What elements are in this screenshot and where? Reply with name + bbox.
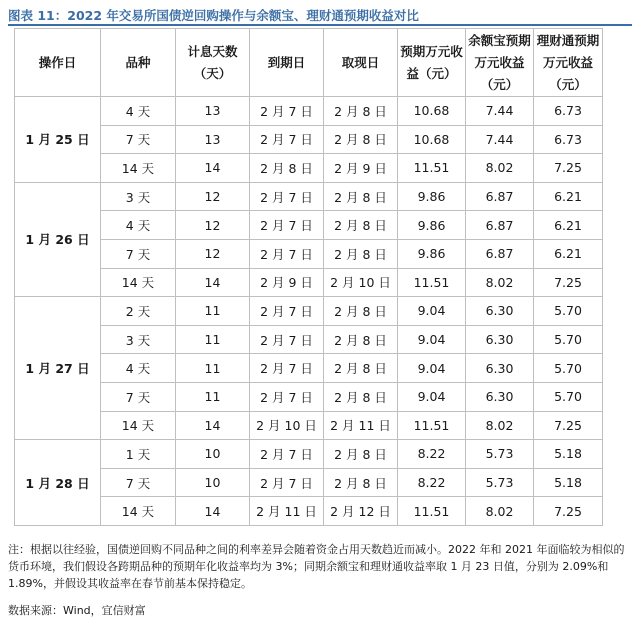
table-cell: 6.30 [466,297,534,326]
table-cell: 5.18 [534,468,603,497]
table-cell: 5.70 [534,325,603,354]
table-cell: 2 月 9 日 [250,268,324,297]
table-cell: 9.04 [398,382,466,411]
table-cell: 5.73 [466,440,534,469]
column-header: 预期万元收益（元） [398,29,466,97]
table-cell: 5.18 [534,440,603,469]
column-header: 理财通预期万元收益（元） [534,29,603,97]
table-cell: 14 天 [101,497,176,526]
table-cell: 11.51 [398,411,466,440]
table-cell: 2 月 7 日 [250,440,324,469]
table-cell: 9.86 [398,182,466,211]
table-row [15,468,603,497]
table-cell: 5.73 [466,468,534,497]
table-cell: 2 月 7 日 [250,297,324,326]
table-cell: 12 [176,182,250,211]
table-cell: 2 月 10 日 [250,411,324,440]
operation-day-cell: 1 月 26 日 [15,182,101,296]
table-cell: 2 月 11 日 [324,411,398,440]
table-cell: 9.04 [398,297,466,326]
table-cell: 14 天 [101,268,176,297]
table-cell: 7 天 [101,382,176,411]
table-cell: 6.30 [466,354,534,383]
table-cell: 9.86 [398,239,466,268]
table-cell: 11 [176,354,250,383]
table-cell: 10.68 [398,97,466,126]
table-cell: 2 月 7 日 [250,382,324,411]
table-row [15,182,603,211]
table-cell: 2 月 7 日 [250,325,324,354]
table-cell: 7 天 [101,125,176,154]
table-cell: 8.02 [466,154,534,183]
title-rule [8,24,632,26]
table-cell: 11 [176,382,250,411]
table-row [15,154,603,183]
table-cell: 14 [176,411,250,440]
table-cell: 2 月 8 日 [324,440,398,469]
table-cell: 2 月 7 日 [250,239,324,268]
table-cell: 2 月 9 日 [324,154,398,183]
table-cell: 2 月 8 日 [324,382,398,411]
comparison-table [14,28,603,526]
table-cell: 2 月 12 日 [324,497,398,526]
table-cell: 6.73 [534,125,603,154]
table-cell: 8.02 [466,268,534,297]
table-cell: 2 月 7 日 [250,182,324,211]
table-cell: 11 [176,297,250,326]
table-cell: 6.73 [534,97,603,126]
table-row [15,211,603,240]
table-cell: 14 [176,268,250,297]
table-row [15,325,603,354]
header-row [15,29,603,97]
table-row [15,297,603,326]
column-header: 品种 [101,29,176,97]
table-row [15,239,603,268]
table-cell: 11 [176,325,250,354]
table-cell: 2 月 8 日 [324,97,398,126]
table-cell: 10 [176,440,250,469]
table-row [15,97,603,126]
table-cell: 14 天 [101,154,176,183]
column-header: 到期日 [250,29,324,97]
table-cell: 7.25 [534,497,603,526]
table-row [15,497,603,526]
table-cell: 2 月 7 日 [250,468,324,497]
table-row [15,440,603,469]
table-cell: 4 天 [101,211,176,240]
table-cell: 2 月 7 日 [250,125,324,154]
table-cell: 5.70 [534,354,603,383]
table-cell: 2 月 8 日 [324,211,398,240]
column-header: 余额宝预期万元收益（元） [466,29,534,97]
table-cell: 5.70 [534,297,603,326]
table-cell: 2 月 8 日 [324,239,398,268]
table-cell: 12 [176,211,250,240]
table-cell: 6.87 [466,182,534,211]
table-cell: 7.25 [534,411,603,440]
operation-day-cell: 1 月 28 日 [15,440,101,526]
table-cell: 8.22 [398,468,466,497]
table-cell: 8.02 [466,497,534,526]
table-cell: 3 天 [101,325,176,354]
table-cell: 2 月 11 日 [250,497,324,526]
table-cell: 2 月 8 日 [324,325,398,354]
table-cell: 6.21 [534,211,603,240]
table-row [15,411,603,440]
table-cell: 2 天 [101,297,176,326]
table-cell: 6.21 [534,182,603,211]
table-row [15,382,603,411]
table-cell: 1 天 [101,440,176,469]
table-cell: 9.86 [398,211,466,240]
table-cell: 6.87 [466,239,534,268]
table-cell: 10.68 [398,125,466,154]
table-cell: 12 [176,239,250,268]
table-cell: 3 天 [101,182,176,211]
table-cell: 2 月 8 日 [324,297,398,326]
table-cell: 7.44 [466,97,534,126]
table-cell: 6.21 [534,239,603,268]
table-cell: 6.30 [466,382,534,411]
table-cell: 14 天 [101,411,176,440]
table-cell: 2 月 7 日 [250,97,324,126]
table-cell: 6.30 [466,325,534,354]
table-cell: 2 月 10 日 [324,268,398,297]
table-cell: 2 月 8 日 [250,154,324,183]
table-cell: 11.51 [398,268,466,297]
table-cell: 2 月 8 日 [324,354,398,383]
table-cell: 4 天 [101,354,176,383]
table-cell: 2 月 7 日 [250,354,324,383]
table-cell: 2 月 8 日 [324,468,398,497]
column-header: 取现日 [324,29,398,97]
table-cell: 7 天 [101,468,176,497]
table-cell: 2 月 8 日 [324,125,398,154]
table-cell: 7 天 [101,239,176,268]
table-cell: 9.04 [398,354,466,383]
table-cell: 13 [176,125,250,154]
table-row [15,268,603,297]
table-cell: 11.51 [398,154,466,183]
table-body [15,97,603,526]
footnote: 注：根据以往经验，国债逆回购不同品种之间的利率差异会随着资金占用天数趋近而减小。2022 年和 2021 年面临较为相似的货币环境，我们假设各跨期品种的预期年化收益率均为 3%；同期余额宝和理财通收益率取 1 月 23 日值，分别为 2.09%和 1.89%，并假设其收益率在春节前基本保持稳定。 [8,543,625,590]
table-cell: 2 月 8 日 [324,182,398,211]
table-cell: 11.51 [398,497,466,526]
column-header: 操作日 [15,29,101,97]
table-cell: 7.25 [534,268,603,297]
table-cell: 9.04 [398,325,466,354]
table-cell: 10 [176,468,250,497]
table-cell: 14 [176,154,250,183]
operation-day-cell: 1 月 25 日 [15,97,101,183]
operation-day-cell: 1 月 27 日 [15,297,101,440]
table-cell: 8.22 [398,440,466,469]
table-cell: 4 天 [101,97,176,126]
table-cell: 7.44 [466,125,534,154]
table-cell: 14 [176,497,250,526]
table-cell: 13 [176,97,250,126]
table-cell: 6.87 [466,211,534,240]
table-row [15,354,603,383]
table-row [15,125,603,154]
table-cell: 8.02 [466,411,534,440]
table-cell: 7.25 [534,154,603,183]
column-header: 计息天数（天） [176,29,250,97]
table-cell: 2 月 7 日 [250,211,324,240]
figure-title: 图表 11：2022 年交易所国债逆回购操作与余额宝、理财通预期收益对比 [8,8,419,23]
table-cell: 5.70 [534,382,603,411]
data-source: 数据来源：Wind，宜信财富 [8,604,146,617]
